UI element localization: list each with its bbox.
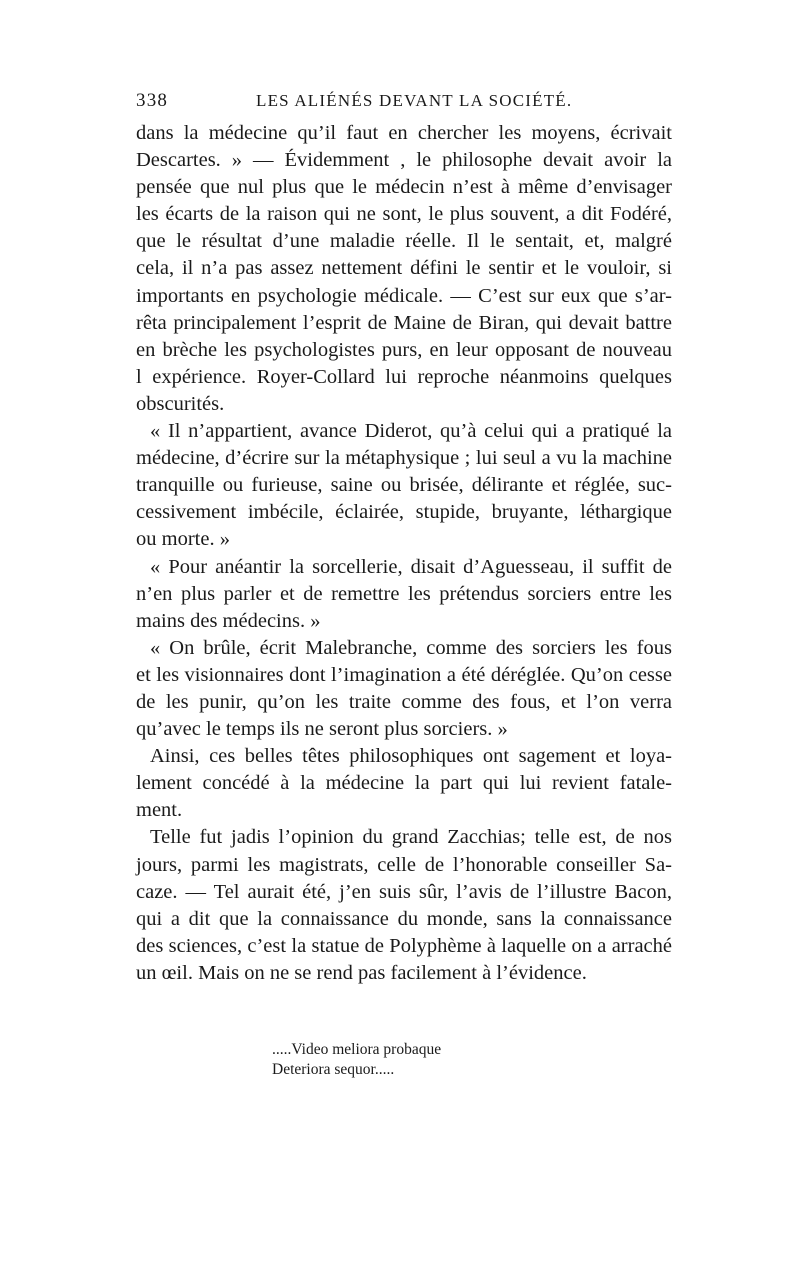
page-number: 338 [136, 90, 169, 111]
text-line: rêta principalement l’esprit de Maine de Biran, qui devait battre [136, 311, 672, 334]
text-line: lement concédé à la médecine la part qui lui revient fatale- [136, 772, 672, 795]
text-line: « On brûle, écrit Malebranche, comme des sorciers les fous [150, 636, 672, 659]
text-line: qu’avec le temps ils ne seront plus sorciers. » [136, 718, 508, 741]
text-line: obscurités. [136, 392, 225, 415]
text-line: caze. — Tel aurait été, j’en suis sûr, l’avis de l’illustre Bacon, [136, 880, 672, 903]
text-line: qui a dit que la connaissance du monde, sans la connaissance [136, 907, 672, 930]
text-line: en brèche les psychologistes purs, en leur opposant de nouveau [136, 338, 672, 361]
text-line: un œil. Mais on ne se rend pas facilement à l’évidence. [136, 961, 587, 984]
text-line: mains des médecins. » [136, 609, 321, 632]
text-line: ou morte. » [136, 528, 230, 551]
text-line: les écarts de la raison qui ne sont, le plus souvent, a dit Fodéré, [136, 203, 672, 226]
text-line: importants en psychologie médicale. — C’est sur eux que s’ar- [136, 284, 672, 307]
text-line: jours, parmi les magistrats, celle de l’honorable conseiller Sa- [136, 853, 672, 876]
text-line: médecine, d’écrire sur la métaphysique ; lui seul a vu la machine [136, 447, 672, 470]
text-line: cela, il n’a pas assez nettement défini le sentir et le vouloir, si [136, 257, 672, 280]
text-line: « Pour anéantir la sorcellerie, disait d’Aguesseau, il suffit de [150, 555, 672, 578]
latin-quotation [272, 1040, 572, 1080]
text-line: Telle fut jadis l’opinion du grand Zacchias; telle est, de nos [150, 826, 672, 849]
text-line: « Il n’appartient, avance Diderot, qu’à celui qui a pratiqué la [150, 420, 672, 443]
quote-line: Deteriora sequor..... [272, 1061, 395, 1078]
text-line: tranquille ou furieuse, saine ou brisée, délirante et réglée, suc- [136, 474, 672, 497]
text-line: Ainsi, ces belles têtes philosophiques ont sagement et loya- [150, 745, 672, 768]
text-line: ment. [136, 799, 183, 822]
body-text [136, 120, 672, 987]
quote-line: .....Video meliora probaque [272, 1041, 442, 1058]
text-line: de les punir, qu’on les traite comme des fous, et l’on verra [136, 690, 672, 713]
text-line: dans la médecine qu’il faut en chercher les moyens, écrivait [136, 122, 672, 144]
text-line: que le résultat d’une maladie réelle. Il le sentait, et, malgré [136, 230, 672, 253]
text-line: cessivement imbécile, éclairée, stupide, bruyante, léthargique [136, 501, 672, 524]
page-header [136, 90, 676, 114]
text-line: l expérience. Royer-Collard lui reproche néanmoins quelques [136, 365, 672, 388]
text-line: et les visionnaires dont l’imagination a été déréglée. Qu’on cesse [136, 663, 672, 686]
text-line: pensée que nul plus que le médecin n’est à même d’envisager [136, 176, 672, 199]
running-title: LES ALIÉNÉS DEVANT LA SOCIÉTÉ. [256, 91, 573, 110]
text-line: des sciences, c’est la statue de Polyphème à laquelle on a arraché [136, 934, 672, 957]
text-line: n’en plus parler et de remettre les prétendus sorciers entre les [136, 582, 672, 605]
text-line: Descartes. » — Évidemment , le philosophe devait avoir la [136, 149, 672, 172]
